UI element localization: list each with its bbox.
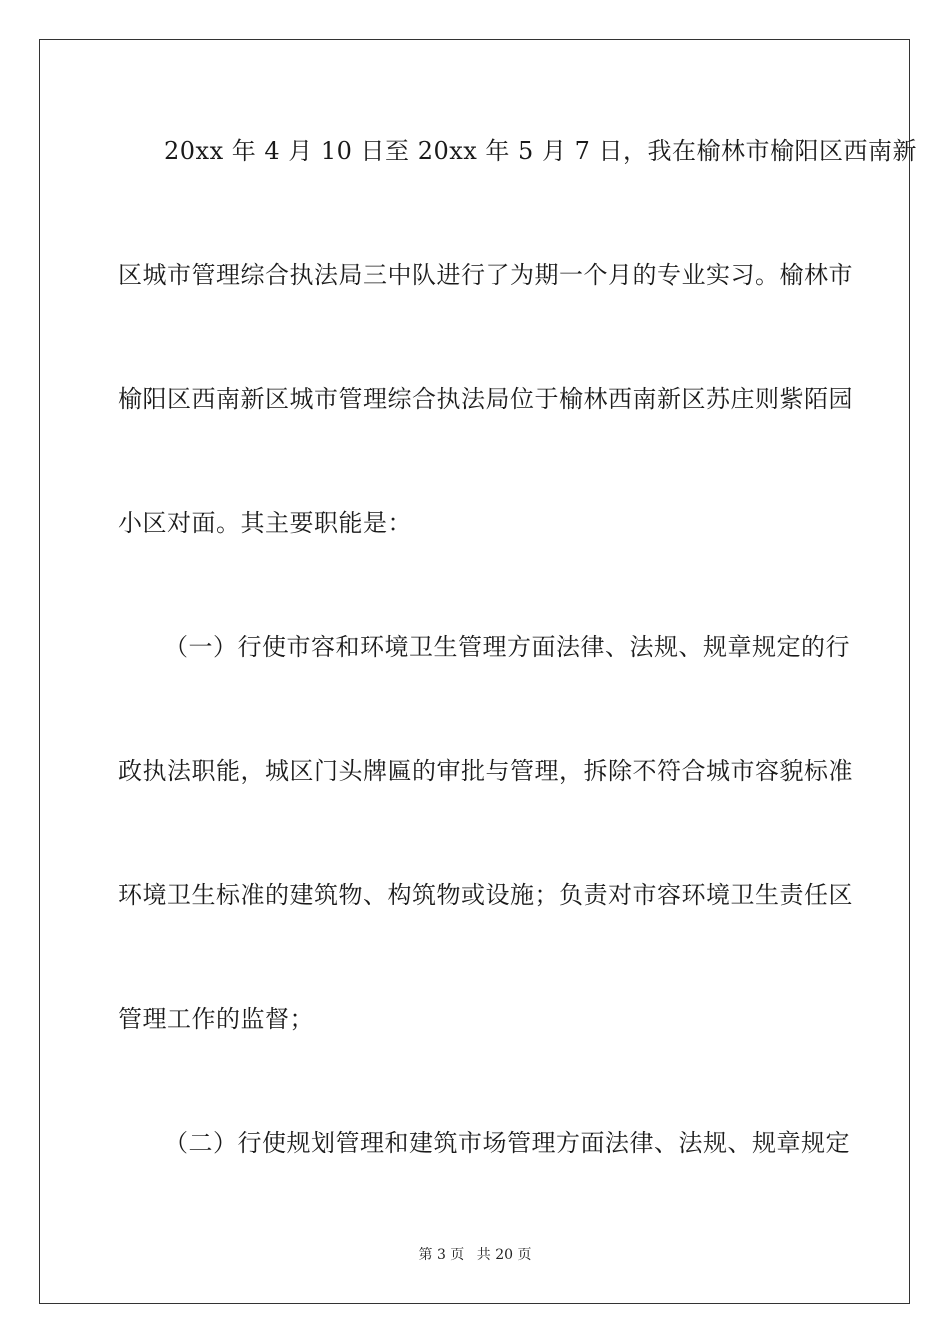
- page-total: 共 20 页: [476, 1247, 532, 1263]
- page-frame: [39, 39, 917, 1304]
- paragraph-line-5: （一）行使市容和环境卫生管理方面法律、法规、规章规定的行: [164, 633, 850, 661]
- paragraph-line-9: （二）行使规划管理和建筑市场管理方面法律、法规、规章规定: [164, 1129, 850, 1157]
- paragraph-line-6: 政执法职能，城区门头牌匾的审批与管理，拆除不符合城市容貌标准: [118, 757, 853, 785]
- paragraph-line-4: 小区对面。其主要职能是：: [118, 509, 412, 537]
- paragraph-line-2: 区城市管理综合执法局三中队进行了为期一个月的专业实习。榆林市: [118, 261, 853, 289]
- page-number: 第 3 页: [418, 1247, 465, 1263]
- paragraph-line-3: 榆阳区西南新区城市管理综合执法局位于榆林西南新区苏庄则紫陌园: [118, 385, 853, 413]
- page-footer: [0, 1246, 950, 1264]
- paragraph-line-8: 管理工作的监督；: [118, 1005, 314, 1033]
- paragraph-line-7: 环境卫生标准的建筑物、构筑物或设施；负责对市容环境卫生责任区: [118, 881, 853, 909]
- paragraph-line-1: 20xx 年 4 月 10 日至 20xx 年 5 月 7 日，我在榆林市榆阳区西南新: [164, 137, 917, 165]
